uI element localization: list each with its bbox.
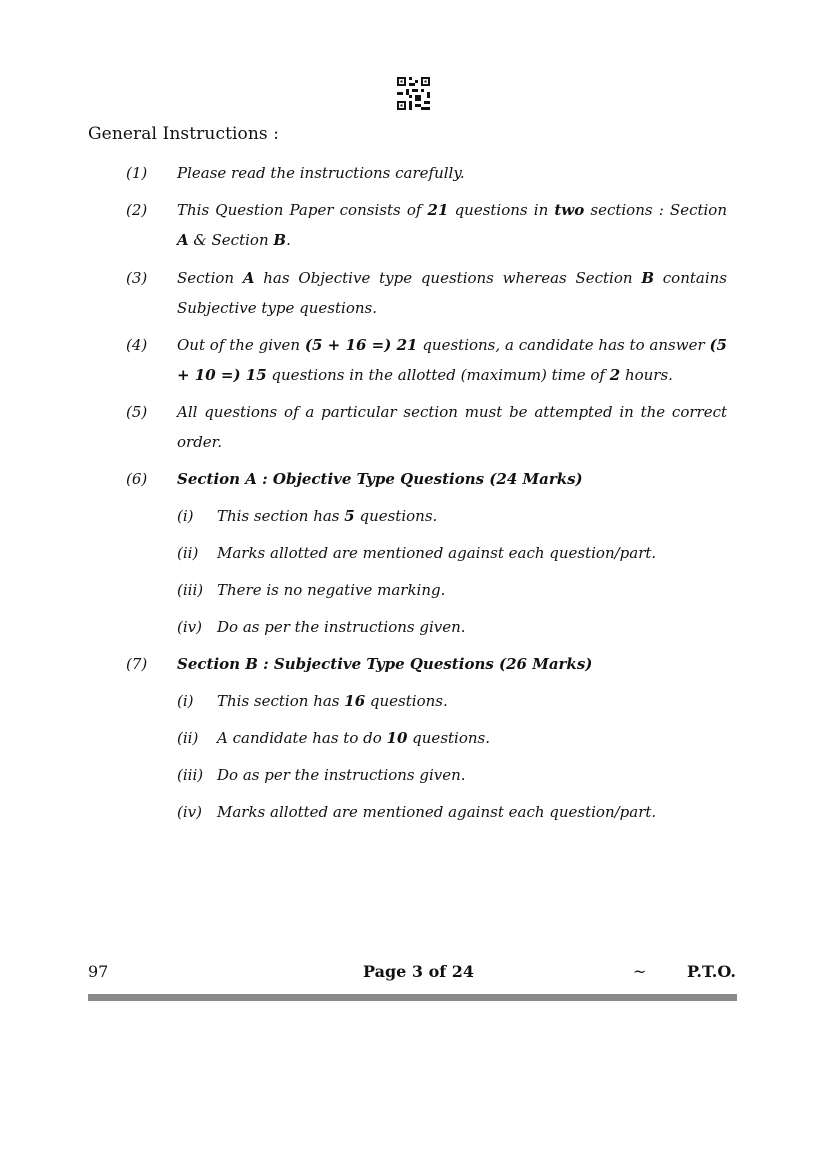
tilde-mark: ~ [633, 962, 647, 981]
instruction-number: (2) [126, 201, 148, 219]
sub-number: (ii) [177, 729, 199, 747]
sub-number: (ii) [177, 544, 199, 562]
emphasis: A [177, 231, 189, 249]
sub-text: Marks allotted are mentioned against each question/part. [217, 544, 657, 562]
emphasis: B [641, 269, 654, 287]
section-a-title: Section A : Objective Type Questions (24 Marks) [177, 470, 583, 488]
qr-code [397, 77, 430, 110]
emphasis: 5 [344, 507, 355, 525]
emphasis: 2 [609, 366, 621, 384]
sub-text: This section has 5 questions. [217, 507, 438, 525]
instruction-text: This Question Paper consists of 21 questions in two sections : Section A & Section B. [177, 201, 727, 249]
sub-number: (i) [177, 692, 194, 710]
instruction-text: Out of the given (5 + 16 =) 21 questions, a candidate has to answer (5 + 10 =) 15 questions in the allotted (maximum) time of 2 hours. [177, 336, 727, 384]
sub-number: (i) [177, 507, 194, 525]
sub-number: (iv) [177, 803, 202, 821]
sub-text: There is no negative marking. [217, 581, 446, 599]
emphasis: 10 [386, 729, 408, 747]
emphasis: (5 + 16 =) 21 [304, 336, 418, 354]
sub-text: Do as per the instructions given. [217, 618, 466, 636]
instruction-number: (7) [126, 655, 148, 673]
emphasis: 16 [344, 692, 366, 710]
emphasis: A [242, 269, 255, 287]
sub-text: A candidate has to do 10 questions. [217, 729, 490, 747]
page-number: Page 3 of 24 [363, 962, 474, 981]
emphasis: 21 [427, 201, 449, 219]
section-b-title: Section B : Subjective Type Questions (26 Marks) [177, 655, 593, 673]
emphasis: two [554, 201, 585, 219]
footer-rule [88, 994, 737, 1001]
instruction-number: (4) [126, 336, 148, 354]
instruction-number: (5) [126, 403, 148, 421]
emphasis: B [273, 231, 287, 249]
instruction-number: (3) [126, 269, 148, 287]
sub-text: This section has 16 questions. [217, 692, 448, 710]
sub-text: Marks allotted are mentioned against each question/part. [217, 803, 657, 821]
paper-code: 97 [88, 962, 109, 981]
sub-text: Do as per the instructions given. [217, 766, 466, 784]
instruction-text: Please read the instructions carefully. [177, 164, 465, 182]
sub-number: (iv) [177, 618, 202, 636]
sub-number: (iii) [177, 581, 204, 599]
emphasis: (5 + 10 =) 15 [177, 336, 727, 384]
sub-number: (iii) [177, 766, 204, 784]
instruction-text: All questions of a particular section must be attempted in the correct order. [177, 403, 727, 451]
instruction-number: (6) [126, 470, 148, 488]
instruction-text: Section A has Objective type questions whereas Section B contains Subjective type questions. [177, 269, 727, 317]
instruction-number: (1) [126, 164, 148, 182]
pto-label: P.T.O. [687, 962, 736, 981]
general-instructions-heading: General Instructions : [88, 124, 280, 144]
